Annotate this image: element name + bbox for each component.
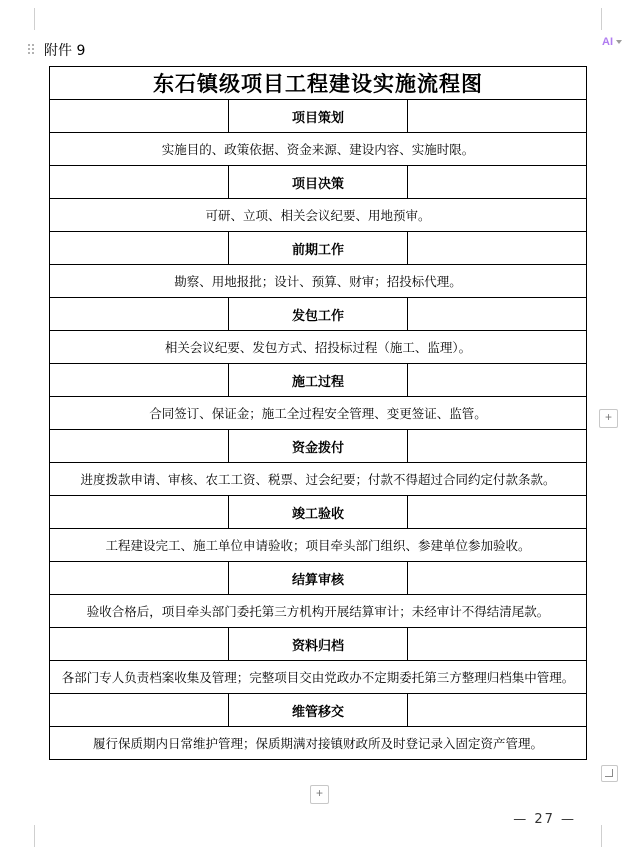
- add-row-button[interactable]: +: [310, 785, 329, 804]
- stage-label: 维管移交: [229, 694, 408, 727]
- stage-right-spacer: [408, 298, 587, 331]
- page-number: — 27 —: [513, 812, 576, 827]
- table-row: [50, 265, 587, 298]
- stage-detail: 履行保质期内日常维护管理；保质期满对接镇财政所及时登记录入固定资产管理。: [50, 727, 587, 760]
- stage-right-spacer: [408, 430, 587, 463]
- stage-label: 施工过程: [229, 364, 408, 397]
- construction-flow-table: [49, 66, 587, 760]
- stage-label: 项目决策: [229, 166, 408, 199]
- table-row: [50, 166, 587, 199]
- stage-right-spacer: [408, 232, 587, 265]
- table-row: [50, 331, 587, 364]
- table-row: [50, 133, 587, 166]
- stage-label: 前期工作: [229, 232, 408, 265]
- stage-label: 竣工验收: [229, 496, 408, 529]
- table-resize-handle[interactable]: [601, 765, 618, 782]
- table-row: [50, 430, 587, 463]
- stage-left-spacer: [50, 298, 229, 331]
- table-row: [50, 463, 587, 496]
- stage-left-spacer: [50, 232, 229, 265]
- chevron-down-icon[interactable]: [616, 40, 622, 44]
- add-column-button[interactable]: +: [599, 409, 618, 428]
- table-row: [50, 364, 587, 397]
- table-row-title: [50, 67, 587, 100]
- stage-detail: 相关会议纪要、发包方式、招投标过程（施工、监理）。: [50, 331, 587, 364]
- stage-right-spacer: [408, 100, 587, 133]
- stage-detail: 勘察、用地报批；设计、预算、财审；招投标代理。: [50, 265, 587, 298]
- stage-label: 结算审核: [229, 562, 408, 595]
- stage-label: 资料归档: [229, 628, 408, 661]
- flow-table-container: [49, 66, 587, 760]
- margin-guide-top-right: [591, 8, 602, 30]
- stage-left-spacer: [50, 496, 229, 529]
- table-row: [50, 199, 587, 232]
- stage-detail: 验收合格后，项目牵头部门委托第三方机构开展结算审计；未经审计不得结清尾款。: [50, 595, 587, 628]
- drag-grip-icon[interactable]: [28, 44, 36, 56]
- margin-guide-bottom-right: [591, 825, 602, 847]
- table-title: 东石镇级项目工程建设实施流程图: [50, 67, 587, 100]
- stage-left-spacer: [50, 562, 229, 595]
- table-row: [50, 595, 587, 628]
- table-row: [50, 529, 587, 562]
- table-row: [50, 562, 587, 595]
- stage-right-spacer: [408, 166, 587, 199]
- stage-label: 发包工作: [229, 298, 408, 331]
- stage-right-spacer: [408, 364, 587, 397]
- ai-assistant-badge[interactable]: [602, 36, 622, 48]
- stage-left-spacer: [50, 100, 229, 133]
- table-row: [50, 628, 587, 661]
- ai-badge-label: AI: [602, 36, 613, 48]
- stage-detail: 各部门专人负责档案收集及管理；完整项目交由党政办不定期委托第三方整理归档集中管理。: [50, 661, 587, 694]
- stage-label: 资金拨付: [229, 430, 408, 463]
- stage-left-spacer: [50, 364, 229, 397]
- stage-right-spacer: [408, 562, 587, 595]
- margin-guide-bottom-left: [34, 825, 45, 847]
- stage-right-spacer: [408, 694, 587, 727]
- table-row: [50, 694, 587, 727]
- stage-detail: 可研、立项、相关会议纪要、用地预审。: [50, 199, 587, 232]
- table-row: [50, 232, 587, 265]
- table-row: [50, 298, 587, 331]
- stage-left-spacer: [50, 430, 229, 463]
- stage-detail: 实施目的、政策依据、资金来源、建设内容、实施时限。: [50, 133, 587, 166]
- table-row: [50, 100, 587, 133]
- attachment-label: 附件 9: [44, 43, 86, 59]
- stage-detail: 进度拨款申请、审核、农工工资、税票、过会纪要；付款不得超过合同约定付款条款。: [50, 463, 587, 496]
- table-row: [50, 397, 587, 430]
- stage-right-spacer: [408, 628, 587, 661]
- margin-guide-top-left: [34, 8, 45, 30]
- stage-left-spacer: [50, 694, 229, 727]
- table-row: [50, 727, 587, 760]
- stage-right-spacer: [408, 496, 587, 529]
- stage-label: 项目策划: [229, 100, 408, 133]
- stage-detail: 合同签订、保证金；施工全过程安全管理、变更签证、监管。: [50, 397, 587, 430]
- stage-detail: 工程建设完工、施工单位申请验收；项目牵头部门组织、参建单位参加验收。: [50, 529, 587, 562]
- stage-left-spacer: [50, 166, 229, 199]
- table-row: [50, 661, 587, 694]
- table-row: [50, 496, 587, 529]
- stage-left-spacer: [50, 628, 229, 661]
- flow-table-body: [50, 67, 587, 760]
